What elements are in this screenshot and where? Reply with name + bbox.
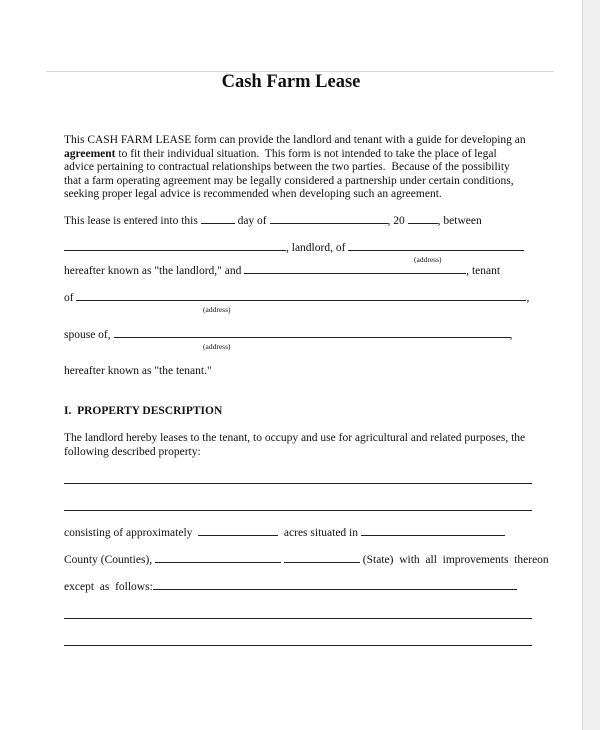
document-title: Cash Farm Lease (221, 72, 361, 92)
tenant-address-blank[interactable] (76, 290, 526, 301)
spouse-text: spouse of, (64, 329, 111, 341)
tenant-line (64, 263, 500, 278)
section-heading: I. PROPERTY DESCRIPTION (64, 405, 223, 417)
address-label-1: (address) (414, 255, 442, 264)
tenant-name-blank[interactable] (244, 263, 466, 274)
county-line (64, 552, 549, 567)
tenant-text: , tenant (466, 265, 501, 277)
of-line (64, 290, 529, 305)
except-blank-2[interactable] (64, 618, 532, 619)
year-blank[interactable] (408, 213, 438, 224)
address-label-3: (address) (203, 342, 231, 351)
county-blank[interactable] (155, 552, 281, 563)
intro-bold-word: agreement (64, 148, 116, 160)
intro-line-5: seeking proper legal advice is recommended when developing such an agreement. (64, 188, 442, 200)
lease-text-4: , between (437, 215, 482, 227)
intro-line-4: that a farm operating agreement may be legally considered a partnership under certain conditions, (64, 175, 514, 187)
acres-text-2: acres situated in (283, 527, 358, 539)
day-blank[interactable] (201, 213, 235, 224)
location-blank[interactable] (361, 525, 505, 536)
intro-line-1: This CASH FARM LEASE form can provide the landlord and tenant with a guide for developing an (64, 134, 526, 146)
acres-line (64, 525, 505, 540)
property-blank-1[interactable] (64, 483, 532, 484)
lease-text-2: day of (237, 215, 267, 227)
spouse-comma: , (509, 329, 513, 341)
spouse-blank[interactable] (114, 327, 510, 338)
county-text-1: County (Counties), (64, 554, 153, 566)
lease-text-1: This lease is entered into this (64, 215, 198, 227)
acres-text-1: consisting of approximately (64, 527, 193, 539)
property-text-2: following described property: (64, 446, 201, 458)
property-text-1: The landlord hereby leases to the tenant, to occupy and use for agricultural and related purposes, the (64, 432, 526, 444)
state-blank[interactable] (284, 552, 360, 563)
intro-line-2-rest: to fit their individual situation. This form is not intended to take the place of legal (115, 148, 497, 160)
month-blank[interactable] (270, 213, 388, 224)
acres-blank[interactable] (198, 525, 278, 536)
hereafter-tenant-line: hereafter known as "the tenant." (64, 365, 212, 377)
lease-date-line (64, 213, 482, 228)
intro-line-2 (64, 147, 497, 161)
except-text: except as follows: (64, 581, 153, 593)
except-line (64, 579, 517, 594)
address-label-2: (address) (203, 305, 231, 314)
property-blank-2[interactable] (64, 510, 532, 511)
landlord-address-blank[interactable] (348, 240, 524, 251)
spouse-line (64, 327, 512, 342)
except-blank-3[interactable] (64, 645, 532, 646)
lease-text-3: , 20 (387, 215, 405, 227)
of-text: of (64, 292, 74, 304)
landlord-text: , landlord, of (286, 242, 346, 254)
landlord-name-blank[interactable] (64, 240, 286, 251)
landlord-line (64, 240, 524, 255)
except-blank[interactable] (153, 579, 517, 590)
county-text-2: (State) with all improvements thereon (362, 554, 549, 566)
intro-line-3: advice pertaining to contractual relationships between the two parties. Because of the possibility (64, 161, 510, 173)
of-comma: , (526, 292, 530, 304)
hereafter-landlord-text: hereafter known as "the landlord," and (64, 265, 242, 277)
